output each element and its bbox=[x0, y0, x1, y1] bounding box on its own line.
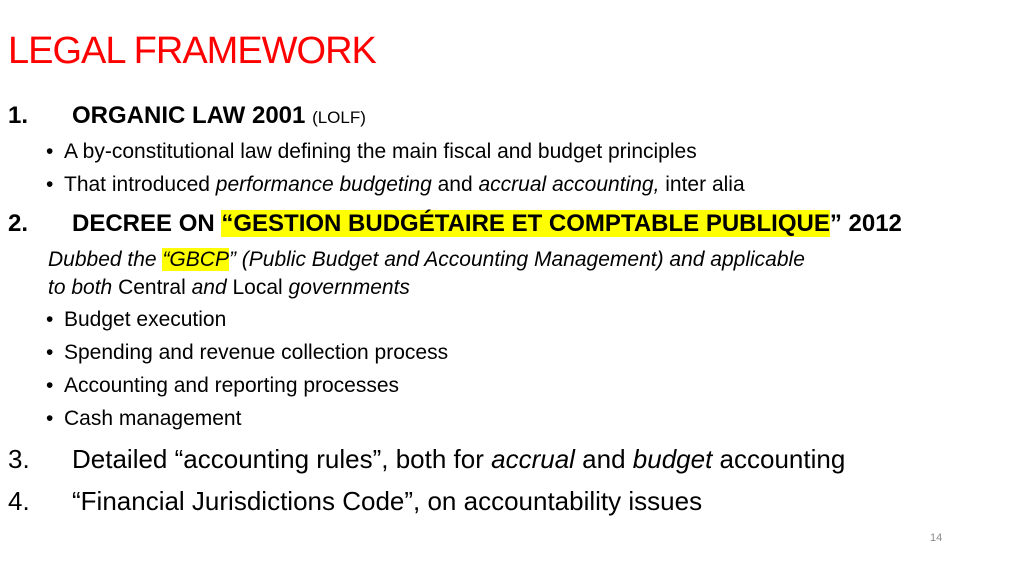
list-item: • Cash management bbox=[46, 407, 242, 430]
bullet-icon: • bbox=[46, 407, 54, 430]
section-1-tag: (LOLF) bbox=[312, 108, 366, 127]
section-4-text: “Financial Jurisdictions Code”, on accountability issues bbox=[72, 486, 703, 516]
section-2-description: Dubbed the “GBCP” (Public Budget and Accounting Management) and applicable bbox=[48, 248, 805, 271]
section-1-title: ORGANIC LAW 2001 bbox=[72, 102, 306, 129]
bullet-icon: • bbox=[46, 140, 54, 163]
section-4 bbox=[0, 486, 1024, 520]
highlighted-text: “GBCP bbox=[162, 248, 229, 271]
list-item: • Accounting and reporting processes bbox=[46, 374, 400, 397]
page-number: 14 bbox=[930, 532, 943, 544]
section-3-number: 3. bbox=[8, 444, 30, 474]
section-2-heading: 2. DECREE ON “GESTION BUDGÉTAIRE ET COMPTABLE PUBLIQUE” 2012 bbox=[8, 210, 902, 237]
highlighted-text: “GESTION BUDGÉTAIRE ET COMPTABLE PUBLIQUE bbox=[221, 210, 830, 237]
slide-title: LEGAL FRAMEWORK bbox=[8, 30, 376, 72]
section-2-number: 2. bbox=[8, 210, 29, 237]
section-3: 3. Detailed “accounting rules”, both for accrual and budget accounting bbox=[8, 444, 846, 474]
bullet-icon: • bbox=[46, 341, 54, 364]
bullet-icon: • bbox=[46, 173, 54, 196]
section-4-number: 4. bbox=[8, 486, 30, 516]
bullet-icon: • bbox=[46, 308, 54, 331]
section-1-number: 1. bbox=[8, 102, 29, 129]
list-item: • Budget execution bbox=[46, 308, 227, 331]
section-2-description-cont: to both Central and Local governments bbox=[48, 276, 410, 299]
section-1-heading bbox=[0, 102, 1024, 134]
bullet-icon: • bbox=[46, 374, 54, 397]
list-item: • A by-constitutional law defining the main fiscal and budget principles bbox=[46, 140, 697, 163]
list-item: • That introduced performance budgeting and accrual accounting, inter alia bbox=[46, 173, 745, 196]
list-item: • Spending and revenue collection process bbox=[46, 341, 449, 364]
